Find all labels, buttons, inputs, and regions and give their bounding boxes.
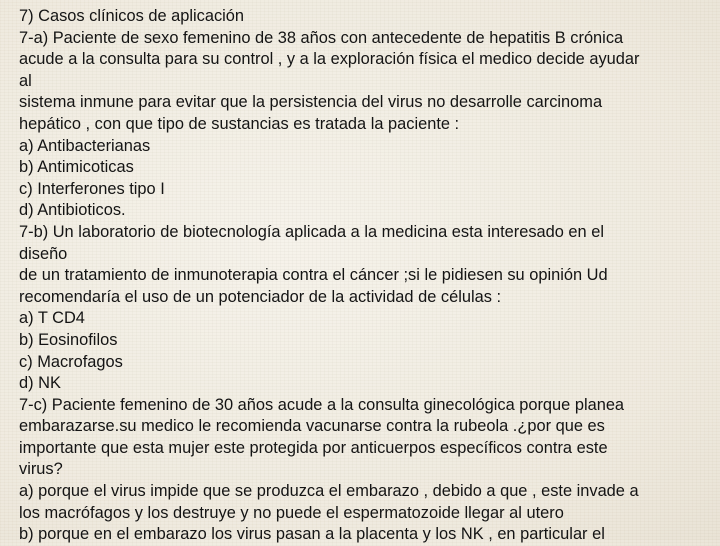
case-7c-line: embarazarse.su medico le recomienda vacunarse contra la rubeola .¿por que es xyxy=(19,417,605,436)
case-7a-line: 7-a) Paciente de sexo femenino de 38 años con antecedente de hepatitis B crónica xyxy=(19,28,624,47)
case-7a-option-c: c) Interferones tipo I xyxy=(19,179,165,198)
case-7c-option-b: b) porque en el embarazo los virus pasan a la placenta y los NK , en particular el xyxy=(19,525,605,544)
case-7a-line: acude a la consulta para su control , y a la exploración física el medico decide ayudar xyxy=(19,50,640,69)
case-7a-question: hepático , con que tipo de sustancias es tratada la paciente : xyxy=(19,114,460,133)
case-7b-question: recomendaría el uso de un potenciador de la actividad de células : xyxy=(19,287,502,306)
case-7b-line: de un tratamiento de inmunoterapia contra el cáncer ;si le pidiesen su opinión Ud xyxy=(19,266,608,285)
case-7a-option-b: b) Antimicoticas xyxy=(19,158,134,177)
case-7a-line: sistema inmune para evitar que la persistencia del virus no desarrolle carcinoma xyxy=(19,93,603,112)
case-7c-option-a: los macrófagos y los destruye y no puede el espermatozoide llegar al utero xyxy=(19,503,564,522)
case-7a-line: al xyxy=(19,71,32,90)
case-7c-line: 7-c) Paciente femenino de 30 años acude a la consulta ginecológica porque planea xyxy=(19,395,625,414)
case-7b-option-a: a) T CD4 xyxy=(19,309,85,328)
case-7c-line: importante que esta mujer este protegida por anticuerpos específicos contra este xyxy=(19,438,608,457)
case-7b-option-b: b) Eosinofilos xyxy=(19,330,118,349)
case-7a-option-a: a) Antibacterianas xyxy=(19,136,151,155)
case-7a-option-d: d) Antibioticos. xyxy=(19,201,126,220)
case-7c-option-a: a) porque el virus impide que se produzca el embarazo , debido a que , este invade a xyxy=(19,482,639,501)
case-7b-line: 7-b) Un laboratorio de biotecnología aplicada a la medicina esta interesado en el xyxy=(19,222,604,241)
case-7c-question: virus? xyxy=(19,460,63,479)
case-7b-option-c: c) Macrofagos xyxy=(19,352,123,371)
case-7b-line: diseño xyxy=(19,244,68,263)
slide-text-body xyxy=(19,6,713,546)
case-7b-option-d: d) NK xyxy=(19,374,61,393)
section-heading: 7) Casos clínicos de aplicación xyxy=(19,7,245,25)
